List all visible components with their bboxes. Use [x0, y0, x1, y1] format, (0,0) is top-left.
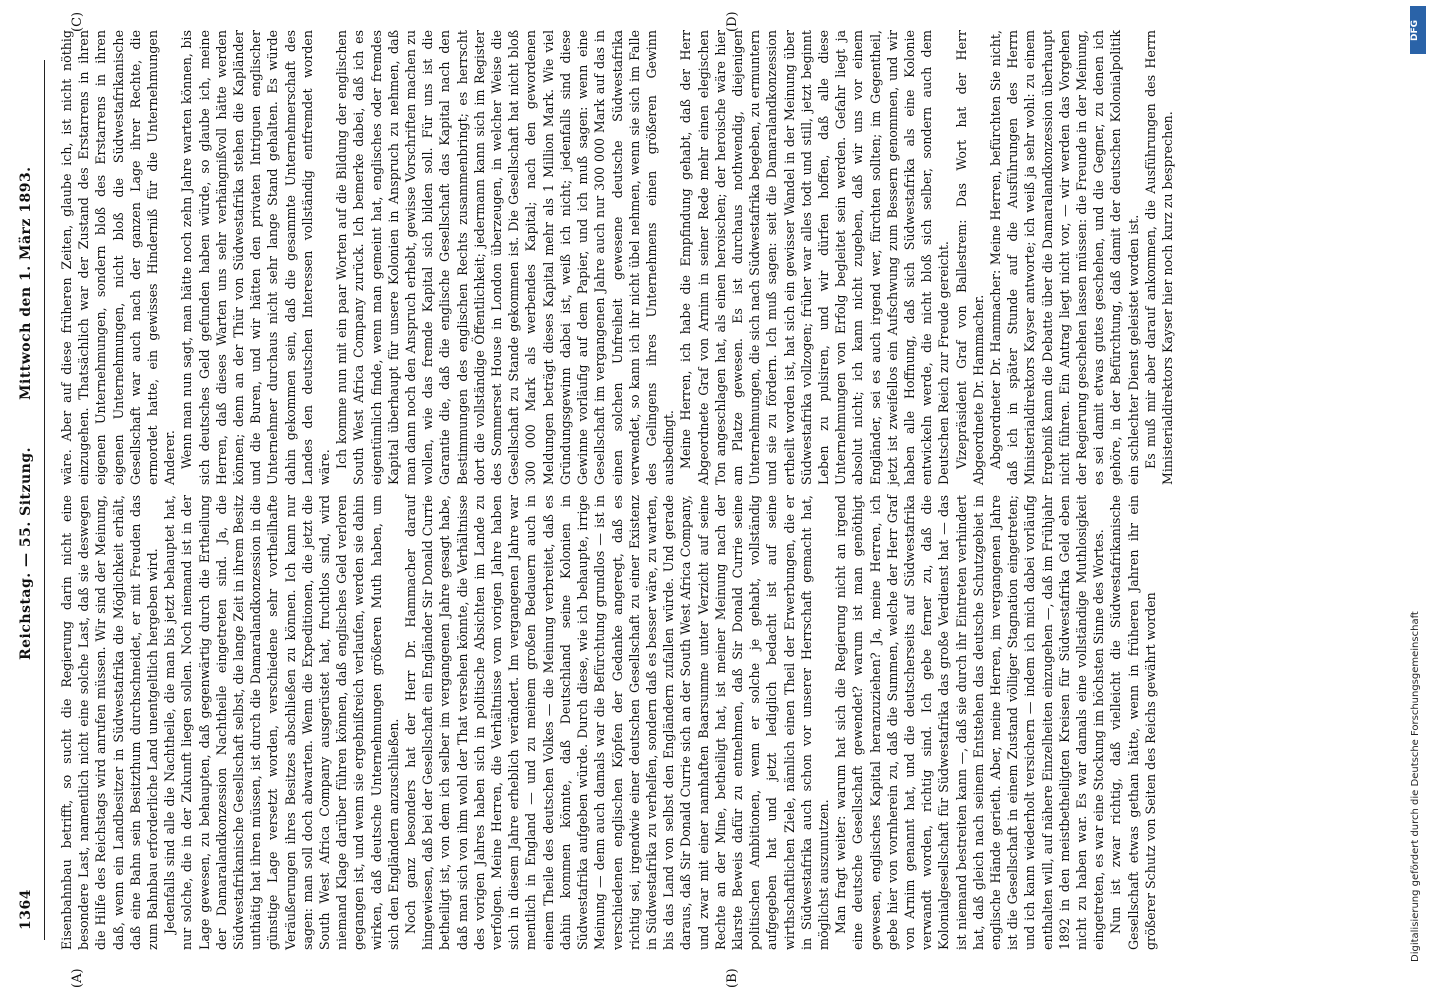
header-rule	[44, 60, 45, 940]
paragraph: Man fragt weiter: warum hat sich die Regierung nicht an irgend eine deutsche Gesellschaft gewendet? warum ist man genöthigt gewesen, englisches Kapital heranzuziehen? Ja, meine Herren, ich gebe hier von vornherein zu, daß die Summen, welche der Herr Graf von Arnim genannt hat, und die deutscherseits auf Südwestafrika verwandt worden, richtig sind. Ich gebe ferner zu, daß die Kolonialgesellschaft für Südwestafrika das große Verdienst hat — das ist niemand bestreiten kann —, daß sie durch ihr Eintreten verhindert hat, daß gleich nach seinem Entstehen das deutsche Schutzgebiet in englische Hände gerieth. Aber, meine Herren, im vergangenen Jahre ist die Gesellschaft in einem Zustand völliger Stagnation eingetreten; und ich kann wiederholt versichern — indem ich mich dabei vorläufig enthalten will, auf nähere Einzelheiten einzugehen —, daß im Frühjahr 1892 in den meistbetheiligten Kreisen für Südwestafrika Geld eben nicht zu haben war. Es war damals eine vollständige Muthlosigkeit eingetreten, es war eine Stockung im höchsten Sinne des Wortes.	[833, 495, 1107, 950]
funding-credit: Digitalisierung gefördert durch die Deutsche Forschungsgemeinschaft	[1410, 611, 1421, 962]
speaker-paragraph: Vizepräsident Graf von Ballestrem: Das Wort hat der Herr Abgeordnete Dr. Hammacher.	[953, 30, 986, 485]
speaker-paragraph: Abgeordneter Dr. Hammacher: Meine Herren, befürchten Sie nicht, daß ich in später Stunde auf die Ausführungen des Herrn Ministerialdirektors Kayser antworte; ich weiß ja sehr wohl: zu einem Ergebniß kann die Debatte über die Damaralandkonzession überhaupt nicht führen. Ein Antrag liegt nicht vor, — wir werden das Vorgehen der Regierung geschehen lassen müssen: die Freunde in der Meinung, es sei damit etwas gutes geschehen, und die Gegner, zu denen ich gehöre, in der Befürchtung, daß damit der deutschen Kolonialpolitik ein schlechter Dienst geleistet worden ist.	[987, 30, 1141, 485]
paragraph: Ich komme nun mit ein paar Worten auf die Bildung der englischen South West Africa Company zurück. Ich bemerke dabei, daß ich es eigentümlich finde, wenn man gemeint hat, englisches oder fremdes Kapital überhaupt für unsere Kolonien in Anspruch zu nehmen, daß man dann noch den Anspruch erhebt, gewisse Vorschriften machen zu wollen, wie das fremde Kapital sich bilden soll. Für uns ist die Garantie die, daß die englische Gesellschaft das Kapital nach den Bestimmungen des englischen Rechts zusammenbringt; es herrscht dort die vollständige Öffentlichkeit; jedermann kann sich im Register des Sommerset House in London überzeugen, in welcher Weise die Gesellschaft zu Stande gekommen ist. Die Gesellschaft hat nicht bloß 300 000 Mark als werbendes Kapital; nach den gewordenen Meldungen beträgt dieses Kapital mehr als 1 Million Mark. Wie viel Gründungsgewinn dabei ist, weiß ich nicht; jedenfalls sind diese Gewinne vorläufig auf dem Papier, und ich muß sagen: wenn eine Gesellschaft im vergangenen Jahre auch nur 300 000 Mark auf das in einen solchen Unfreiheit gewesene deutsche Südwestafrika verwendet, so kann ich ihr nicht übel nehmen, wenn sie sich im Falle des Gelingens ihres Unternehmens einen größeren Gewinn ausbedingt.	[334, 30, 677, 485]
page-header	[18, 30, 42, 960]
margin-mark-b: (B)	[725, 968, 740, 988]
paragraph: Wenn man nun sagt, man hätte noch zehn Jahre warten können, bis sich deutsches Geld gefunden haben würde, so glaube ich, meine Herren, daß dieses Warten uns sehr verhängnißvoll hätte werden können; denn an der Thür von Südwestafrika stehen die Kapländer und die Buren, und wir hätten den privaten Intriguen englischer Unternehmer durchaus nicht sehr lange Stand gehalten. Es würde dahin gekommen sein, daß die gesammte Unternehmerschaft des Landes den deutschen Interessen vollständig entfremdet worden wäre.	[179, 30, 333, 485]
paragraph: Noch ganz besonders hat der Herr Dr. Hammacher darauf hingewiesen, daß bei der Gesellschaft ein Engländer Sir Donald Currie betheiligt ist, von dem ich selber im vergangenen Jahre gesagt habe, daß man sich von ihm wohl der That versehen könnte, die Verhältnisse des vorigen Jahres haben sich in politische Absichten im Lande zu verfolgen. Meine Herren, die Verhältnisse vom vorigen Jahre haben sich in diesem Jahre erheblich verändert. Im vergangenen Jahre war mentlich in England — und zu meinem großen Bedauern auch in einem Theile des deutschen Volkes — die Meinung verbreitet, daß es dahin kommen könnte, daß Deutschland seine Kolonien in Südwestafrika aufgeben würde. Durch diese, wie ich behaupte, irrige Meinung — denn auch damals war die Befürchtung grundlos — ist in verschiedenen englischen Köpfen der Gedanke angeregt, daß es richtig sei, irgendwie einer deutschen Gesellschaft zu einer Existenz in Südwestafrika zu verhelfen, sondern daß es besser wäre, zu warten, bis das Land von selbst den Engländern zufallen würde. Und gerade daraus, daß Sir Donald Currie sich an der South West Africa Company, und zwar mit einer namhaften Baarsumme unter Verzicht auf seine Rechte an der Mine, betheiligt hat, ist meiner Meinung nach der klarste Beweis dafür zu entnehmen, daß Sir Donald Currie seine politischen Ambitionen, wenn er solche je gehabt, vollständig aufgegeben hat und jetzt lediglich bedacht ist auf seine wirthschaftlichen Ziele, nämlich einen Theil der Erwerbungen, die er in Südwestafrika auch schon vor unserer Herrschaft gemacht hat, möglichst auszunutzen.	[403, 495, 831, 950]
paragraph: Jedenfalls sind alle die Nachtheile, die man bis jetzt behauptet hat, nur solche, die in der Zukunft liegen sollen. Noch niemand ist in der Lage gewesen, zu behaupten, daß gegenwärtig durch die Ertheilung der Damaralandkonzession Nachtheile eingetreten sind. Ja, die Südwestafrikanische Gesellschaft selbst, die lange Zeit in ihrem Besitz unthätig hat ihren müssen, ist durch die Damaralandkonzession in die günstige Lage versetzt worden, verschiedene sehr vortheilhafte Veräußerungen ihres Besitzes abschließen zu können. Ich kann nur sagen: man soll doch abwarten. Wenn die Expeditionen, die jetzt die South West Africa Company ausgerüstet hat, fruchtlos sind, wird niemand Klage darüber führen können, daß englisches Geld verloren gegangen ist, und wenn sie ergebnißreich verlaufen, werden sie dahin wirken, daß deutsche Unternehmungen größeren Muth haben, um sich den Engländern anzuschließen.	[162, 495, 401, 950]
dfg-logo: DFG	[1410, 6, 1426, 54]
session-date: Mittwoch den 1. März 1893.	[18, 166, 34, 400]
paragraph: Es muß mir aber darauf ankommen, die Ausführungen des Herrn Ministerialdirektors Kayser hier noch kurz zu besprechen.	[1142, 30, 1175, 485]
right-column	[58, 30, 1176, 485]
paragraph: Eisenbahnbau betrifft, so sucht die Regierung darin nicht eine besondere Last, namentlich nicht eine solche Last, daß sie deswegen die Hilfe des Reichstags wird anrufen müssen. Wir sind der Meinung, daß, wenn ein Landbesitzer in Südwestafrika die Möglichkeit erhält, daß eine Bahn sein Besitzthum durchschneidet, er mit Freuden das zum Bahnbau erforderliche Land unentgeltlich hergeben wird.	[59, 495, 161, 950]
paragraph: wäre. Aber auf diese früheren Zeiten, glaube ich, ist nicht nöthig einzugehen. Thatsächlich war der Zustand des Erstarrens in ihren eigenen Unternehmungen, sondern bloß des Erstarrens in ihren eigenen Unternehmungen, nicht bloß die Südwestafrikanische Gesellschaft war auch nach der ganzen Lage ihrer Rechte, die ermordet hatte, ein gewisses Hinderniß für die Unternehmungen Anderer.	[59, 30, 178, 485]
left-column	[58, 495, 1159, 950]
paragraph: Nun ist zwar richtig, daß vielleicht die Südwestafrikanische Gesellschaft etwas gethan hätte, wenn in früheren Jahren ihr ein größerer Schutz von Seiten des Reichs gewährt worden	[1108, 495, 1158, 950]
session-title: Reichstag. — 55. Sitzung.	[18, 447, 34, 660]
paragraph: Meine Herren, ich habe die Empfindung gehabt, daß der Herr Abgeordnete Graf von Arnim in seiner Rede mehr einen elegischen Ton angeschlagen hat, als einen heroischen; der heroische wäre hier am Platze gewesen. Es ist durchaus nothwendig, diejenigen Unternehmungen, die sich nach Südwestafrika begeben, zu ermuntern und sie zu fördern. Ich muß sagen: seit die Damaralandkonzession ertheilt worden ist, hat sich ein gewisser Wandel in der Meinung über Südwestafrika vollzogen; früher war alles todt und still, jetzt beginnt Leben zu pulsiren, und wir dürfen hoffen, daß alle diese Unternehmungen von Erfolg begleitet sein werden. Gefahr liegt ja absolut nicht; ich kann nicht zugeben, daß wir uns vor einem Engländer, sei es auch irgend wer, fürchten sollten; im Gegentheil, jetzt ist zweifellos ein Aufschwung zum Bessern genommen, und wir haben alle Hoffnung, daß sich Südwestafrika als eine Kolonie entwickeln werde, die nicht bloß sich selber, sondern auch dem Deutschen Reich zur Freude gereicht.	[678, 30, 952, 485]
margin-mark-a: (A)	[70, 968, 85, 988]
margin-mark-c: (C)	[70, 11, 85, 32]
digitization-sidebar	[1404, 0, 1430, 1000]
margin-mark-d: (D)	[725, 11, 740, 32]
page-number: 1364	[18, 889, 34, 930]
